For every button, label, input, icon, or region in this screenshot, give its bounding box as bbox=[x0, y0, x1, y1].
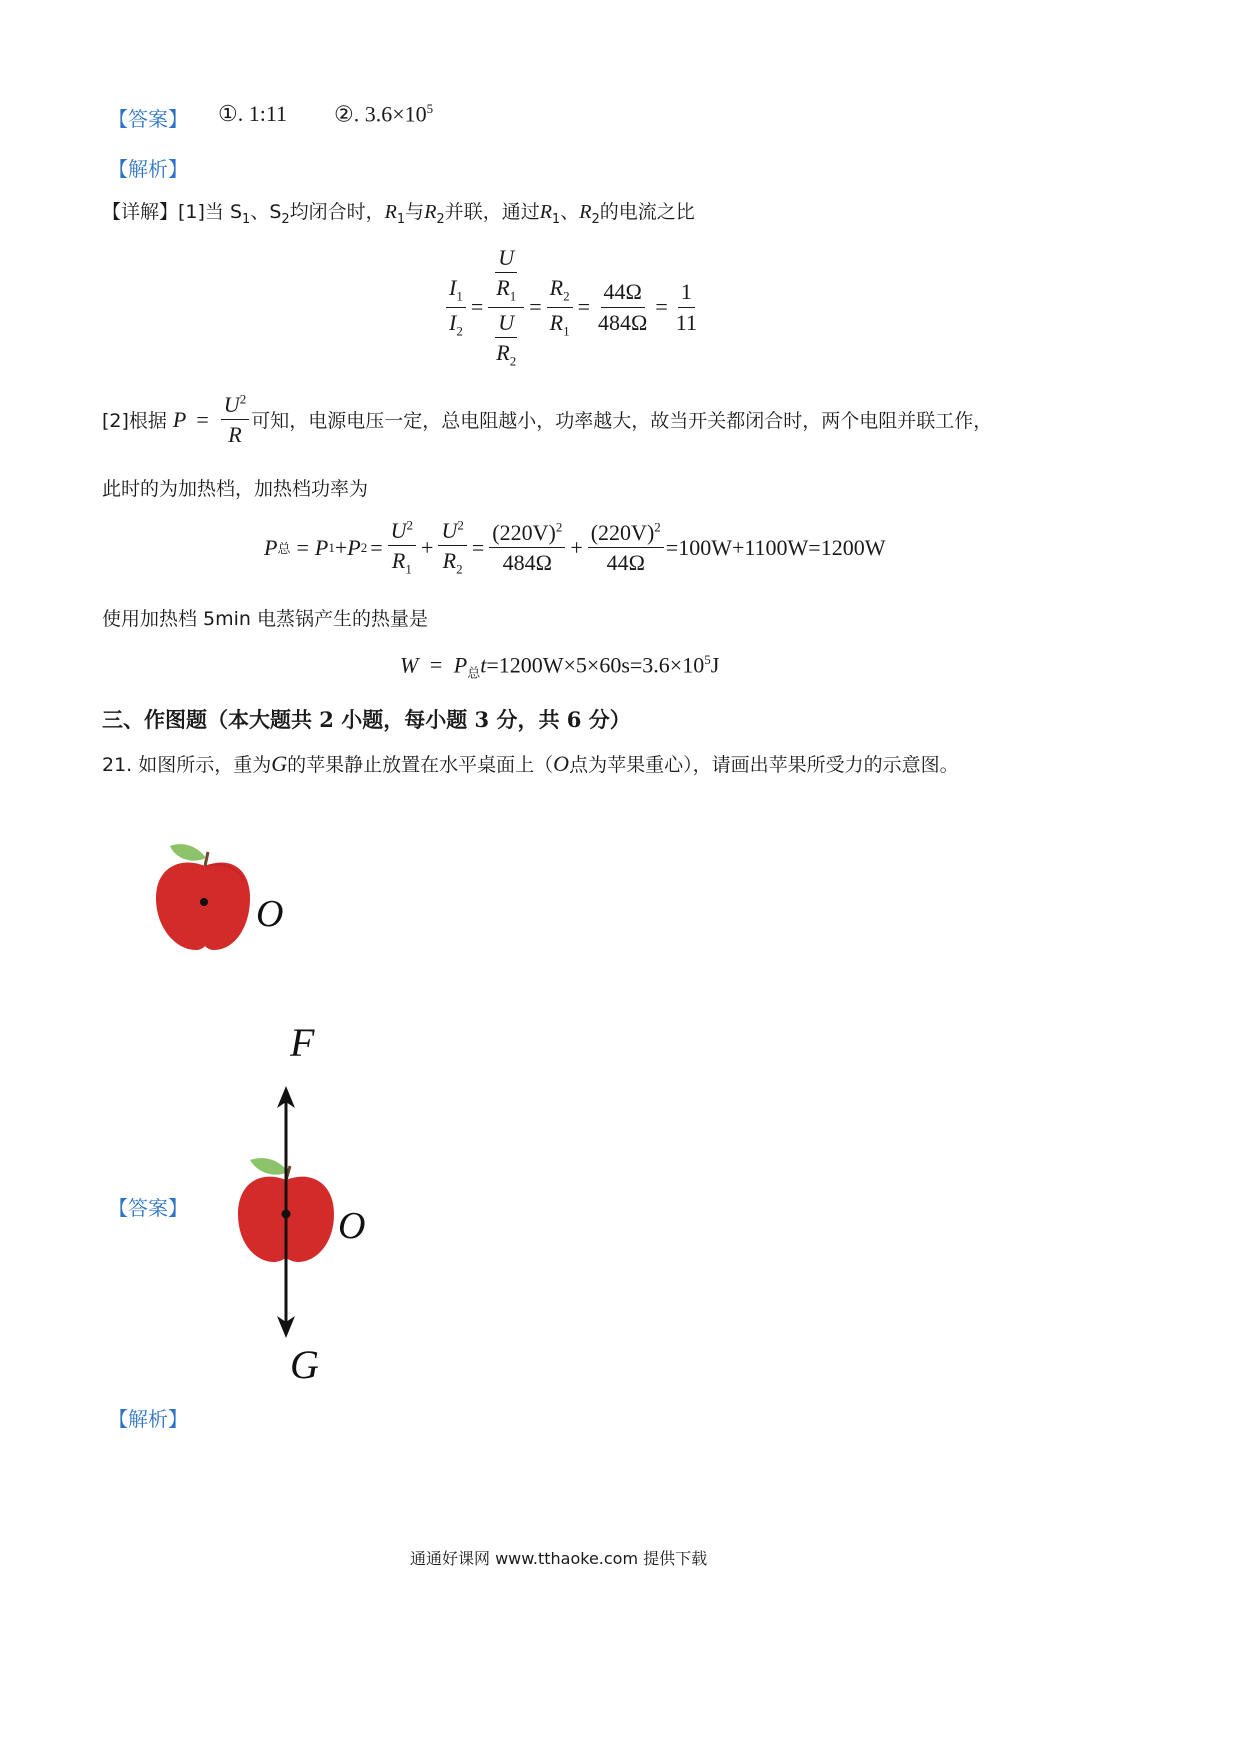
apple-icon bbox=[156, 844, 250, 950]
center-label-o: O bbox=[338, 1205, 366, 1247]
answer-part-1: ①. 1:11 bbox=[218, 101, 288, 126]
force-label-g: G bbox=[290, 1342, 319, 1387]
power-reasoning-line: [2]根据 P = $\frac{U^2}{R}$ 可知，电源电压一定，总电阻越小，功率越大，故当开关都闭合时，两个电阻并联工作， bbox=[102, 391, 993, 448]
heat-formula: $W = P_总t=1200W\times 5\times 60s=3.6\times 10^5J$ bbox=[400, 652, 720, 681]
detail-line: 【详解】[1]当 $S_1$、$S_2$均闭合时，$R_1$与$R_2$并联，通过$R_1$、$R_2$的电流之比 bbox=[102, 201, 695, 227]
analysis-tag: 【解析】 bbox=[108, 157, 188, 181]
apple-figure bbox=[150, 836, 310, 956]
force-diagram bbox=[230, 1016, 410, 1396]
answer-part-2: ②. $3.6\times 10^5$ bbox=[334, 101, 434, 127]
center-point bbox=[282, 1210, 291, 1219]
center-label-o: O bbox=[256, 893, 284, 935]
current-ratio-formula: $\frac{I_1}{I_2}$ = $\frac{\frac{U}{R_1}}{\frac{U}{R_2}}$ = $\frac{R_2}{R_1}$ = $\frac{44\Omega}{484\Omega}$ = $\frac{1}{11}$ bbox=[444, 245, 702, 369]
footer-credit: 通通好课网 www.tthaoke.com 提供下载 bbox=[410, 1549, 708, 1568]
answer-tag-2: 【答案】 bbox=[108, 1196, 188, 1220]
analysis-tag-2: 【解析】 bbox=[108, 1407, 188, 1431]
section-heading: 三、作图题（本大题共 2 小题，每小题 3 分，共 6 分） bbox=[102, 707, 631, 732]
answer-tag: 【答案】 bbox=[108, 107, 188, 131]
question-21: 21. 如图所示，重为G的苹果静止放置在水平桌面上（O点为苹果重心），请画出苹果所受力的示意图。 bbox=[102, 751, 959, 776]
heat-line: 使用加热档 5min 电蒸锅产生的热量是 bbox=[102, 608, 428, 630]
heating-mode-line: 此时的为加热档，加热档功率为 bbox=[102, 478, 369, 500]
total-power-formula: P 总 = P 1 + P 2 = $\frac{U^2}{R_1}$ + $\frac{U^2}{R_2}$ = $\frac{(220V)^2}{484\Omega}$ + $\frac{(220V)^2}{44\Omega}$ =100W+1100W=1200W bbox=[264, 517, 886, 577]
force-label-f: F bbox=[290, 1020, 315, 1065]
